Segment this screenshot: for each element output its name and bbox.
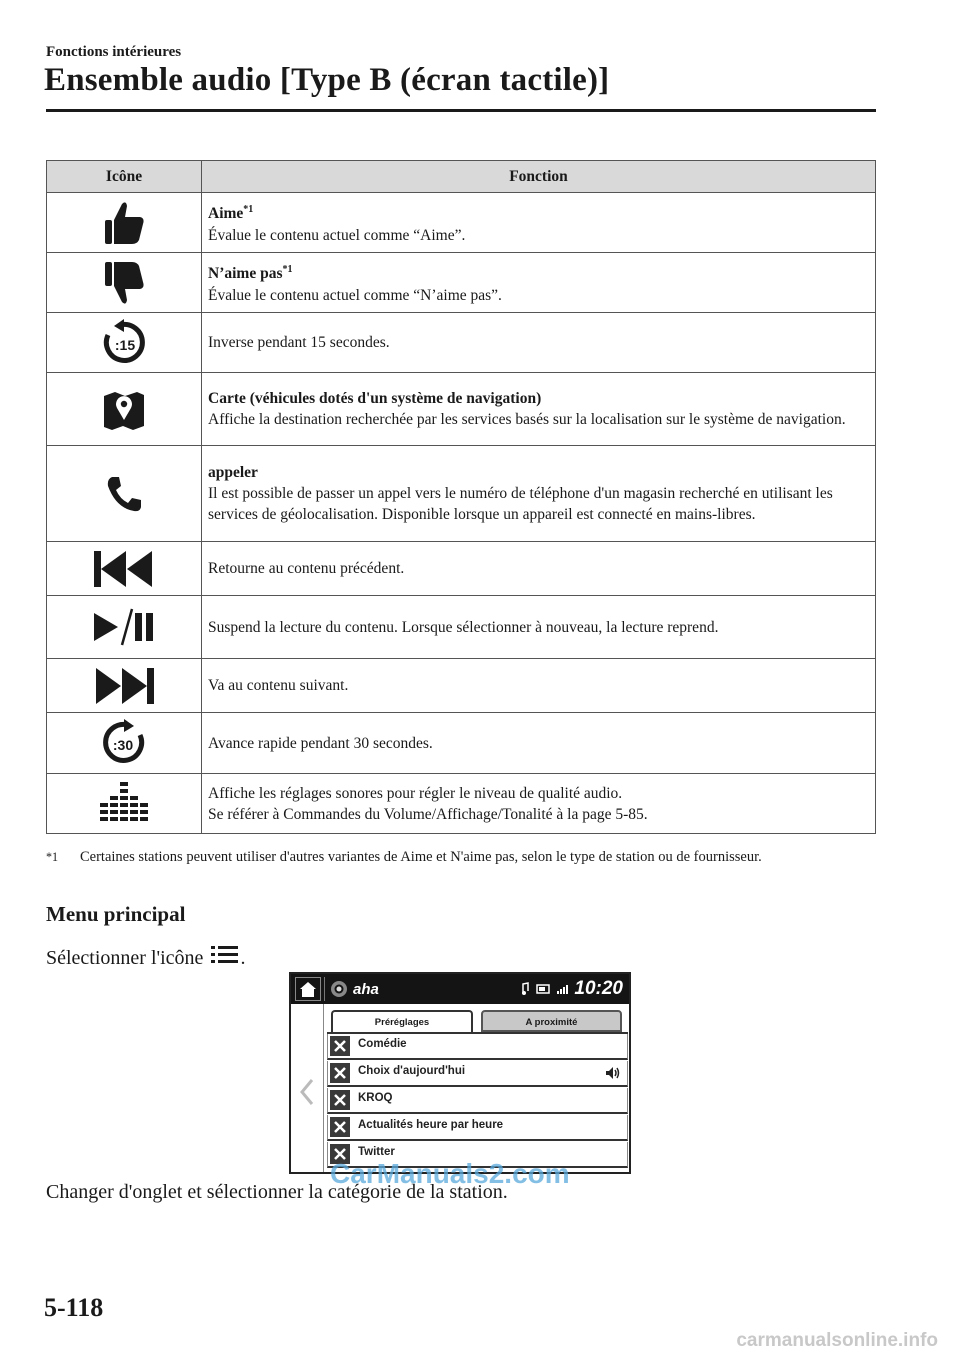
list-item[interactable] xyxy=(327,1115,628,1141)
function-title: Carte (véhicules dotés d'un système de navigation) xyxy=(208,390,542,407)
forward-30-icon xyxy=(100,719,148,767)
function-text: Évalue le contenu actuel comme “Aime”. xyxy=(208,226,466,244)
close-icon[interactable] xyxy=(330,1117,350,1137)
tab-nearby[interactable]: A proximité xyxy=(481,1010,622,1032)
col-header-function: Fonction xyxy=(202,161,876,193)
forward-30-label: :30 xyxy=(112,737,134,753)
function-text: Inverse pendant 15 secondes. xyxy=(208,334,390,351)
list-menu-icon xyxy=(210,944,240,966)
rewind-15-label: :15 xyxy=(114,336,136,353)
watermark-footer: carmanualsonline.info xyxy=(736,1330,938,1351)
function-title: N’aime pas xyxy=(208,265,283,283)
menu-heading: Menu principal xyxy=(46,902,186,926)
list-item-label: Comédie xyxy=(358,1038,407,1050)
table-row xyxy=(47,774,876,834)
next-track-icon xyxy=(92,666,156,706)
station-list xyxy=(327,1032,628,1169)
function-title: Aime xyxy=(208,205,244,223)
title-rule xyxy=(46,109,876,112)
footnote-text: Certaines stations peuvent utiliser d'autres variantes de Aime et N'aime pas, selon le type de station ou de fournisseur. xyxy=(80,849,762,865)
list-item-label: Twitter xyxy=(358,1146,395,1158)
table-row xyxy=(47,253,876,313)
footnote xyxy=(46,846,876,868)
col-header-icon: Icône xyxy=(47,161,202,193)
table-row xyxy=(47,659,876,713)
menu-caption: Changer d'onglet et sélectionner la catégorie de la station. xyxy=(46,1181,508,1203)
menu-instruction xyxy=(46,944,245,970)
list-item[interactable] xyxy=(327,1061,628,1087)
function-text: Se référer à Commandes du Volume/Affichage/Tonalité à la page 5-85. xyxy=(208,805,648,823)
table-row xyxy=(47,313,876,373)
function-text: Suspend la lecture du contenu. Lorsque sélectionner à nouveau, la lecture reprend. xyxy=(208,618,719,636)
screen-left-rail xyxy=(291,1004,324,1174)
watermark-overlay: CarManuals2.com xyxy=(330,1158,570,1189)
play-pause-icon xyxy=(92,605,156,649)
close-icon[interactable] xyxy=(330,1063,350,1083)
clock: 10:20 xyxy=(574,978,623,999)
back-arrow-icon[interactable] xyxy=(299,1078,315,1106)
icon-function-table xyxy=(46,160,876,834)
table-row xyxy=(47,542,876,596)
section-label: Fonctions intérieures xyxy=(46,44,182,60)
aha-logo-icon xyxy=(330,980,348,998)
list-item[interactable] xyxy=(327,1034,628,1060)
list-item-label: KROQ xyxy=(358,1092,393,1104)
table-row xyxy=(47,373,876,446)
function-title: appeler xyxy=(208,464,258,481)
top-bar-separator xyxy=(324,977,325,1001)
instruction-text: Sélectionner l'icône xyxy=(46,947,204,969)
thumbs-up-icon xyxy=(102,200,146,246)
function-text: Affiche les réglages sonores pour régler le niveau de qualité audio. xyxy=(208,784,623,802)
status-icons xyxy=(521,982,571,996)
rewind-15-icon xyxy=(100,319,148,367)
footnote-ref: *1 xyxy=(243,204,254,216)
thumbs-down-icon xyxy=(102,260,146,306)
close-icon[interactable] xyxy=(330,1090,350,1110)
app-name: aha xyxy=(353,981,379,998)
speaker-icon xyxy=(605,1066,621,1080)
function-text: Affiche la destination recherchée par les services basés sur la localisation sur le système de navigation. xyxy=(208,411,846,428)
instruction-end: . xyxy=(240,947,246,969)
list-item[interactable] xyxy=(327,1088,628,1114)
table-row xyxy=(47,446,876,542)
footnote-ref: *1 xyxy=(282,264,293,276)
home-icon[interactable] xyxy=(295,977,321,1001)
screen-top-bar xyxy=(291,974,629,1004)
list-item-label: Choix d'aujourd'hui xyxy=(358,1065,466,1077)
close-icon[interactable] xyxy=(330,1036,350,1056)
table-row xyxy=(47,713,876,774)
equalizer-icon xyxy=(96,780,152,828)
map-pin-icon xyxy=(101,386,147,432)
function-text: Avance rapide pendant 30 secondes. xyxy=(208,734,433,752)
table-row xyxy=(47,193,876,253)
function-text: Retourne au contenu précédent. xyxy=(208,560,405,577)
page-title: Ensemble audio [Type B (écran tactile)] xyxy=(44,62,610,98)
previous-track-icon xyxy=(92,549,156,589)
aha-screen xyxy=(289,972,631,1174)
function-text: Évalue le contenu actuel comme “N’aime pas”. xyxy=(208,286,502,304)
function-text: Il est possible de passer un appel vers le numéro de téléphone d'un magasin recherché en utilisant les services de géolocalisation. Disponible lorsque un appareil est connecté en mains-libres. xyxy=(208,485,833,523)
page-number: 5-118 xyxy=(44,1293,104,1322)
function-text: Va au contenu suivant. xyxy=(208,677,349,694)
table-row xyxy=(47,596,876,659)
tab-presets[interactable]: Préréglages xyxy=(331,1010,473,1032)
footnote-mark: *1 xyxy=(46,850,59,864)
list-item-label: Actualités heure par heure xyxy=(358,1119,504,1131)
phone-icon xyxy=(104,474,144,514)
